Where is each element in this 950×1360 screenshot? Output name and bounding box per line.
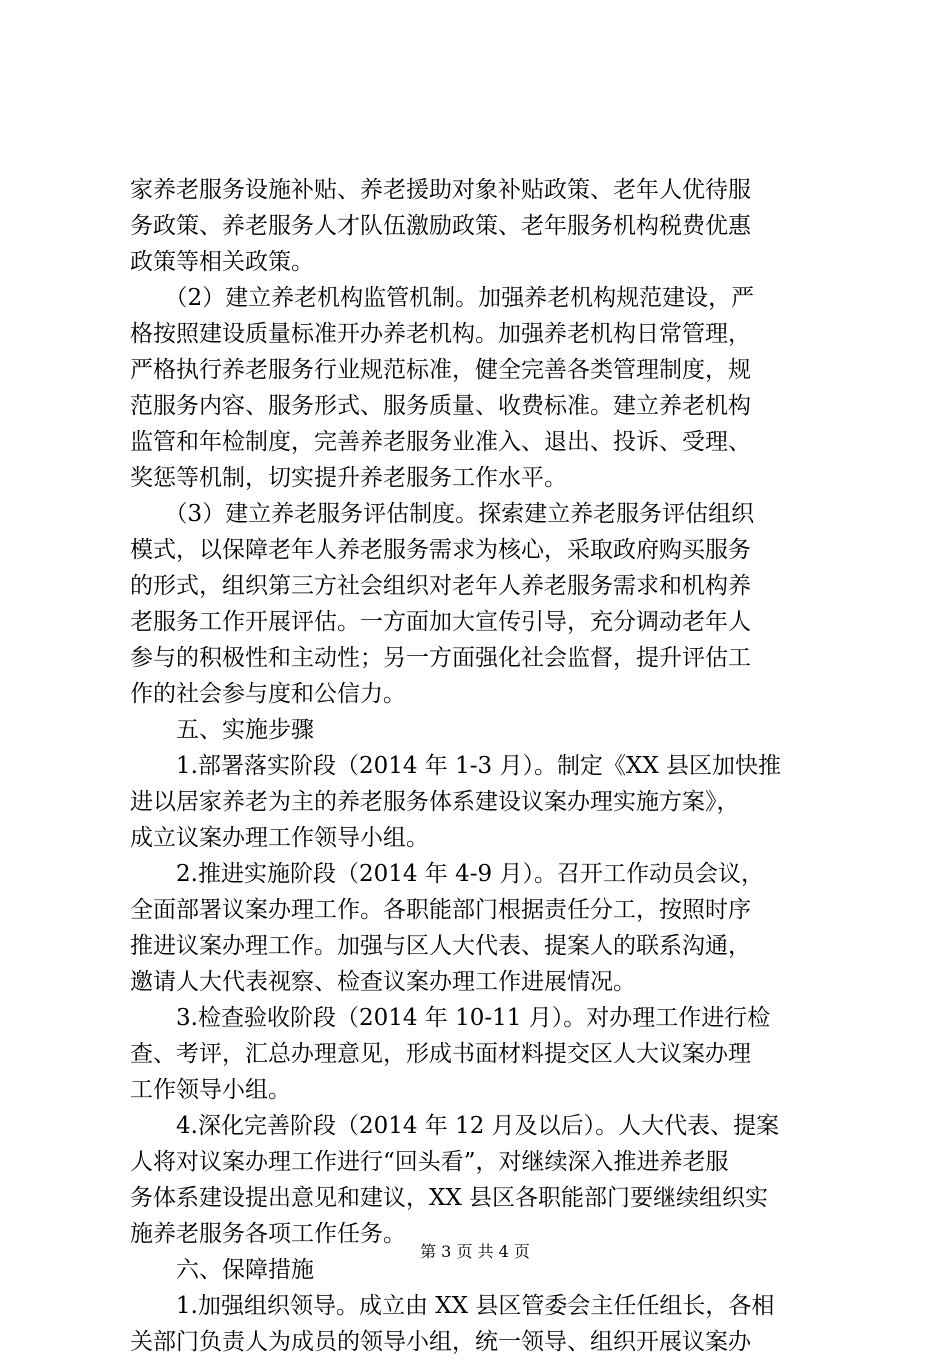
text-line: 模式，以保障老年人养老服务需求为核心，采取政府购买服务 — [130, 537, 751, 563]
text-line: 进以居家养老为主的养老服务体系建设议案办理实施方案》， — [130, 789, 740, 815]
text-line: 3.检查验收阶段（2014 年 10-11 月）。对办理工作进行检 — [130, 1005, 771, 1031]
text-line: 监管和年检制度，完善养老服务业准入、退出、投诉、受理、 — [130, 429, 751, 455]
text-line: 推进议案办理工作。加强与区人大代表、提案人的联系沟通， — [130, 933, 751, 959]
text-line: 老服务工作开展评估。一方面加大宣传引导，充分调动老年人 — [130, 609, 751, 635]
text-line: （2）建立养老机构监管机制。加强养老机构规范建设，严 — [130, 285, 755, 311]
text-line: 邀请人大代表视察、检查议案办理工作进展情况。 — [130, 969, 636, 995]
text-line: 奖惩等机制，切实提升养老服务工作水平。 — [130, 465, 567, 491]
text-line: 1.加强组织领导。成立由 XX 县区管委会主任任组长，各相 — [130, 1293, 775, 1319]
text-line: 参与的积极性和主动性；另一方面强化社会监督，提升评估工 — [130, 645, 751, 671]
text-line: 查、考评，汇总办理意见，形成书面材料提交区人大议案办理 — [130, 1041, 751, 1067]
text-line: 六、保障措施 — [130, 1257, 314, 1283]
text-line: 2.推进实施阶段（2014 年 4-9 月）。召开工作动员会议， — [130, 861, 764, 887]
text-line: 4.深化完善阶段（2014 年 12 月及以后）。人大代表、提案 — [130, 1113, 780, 1139]
text-line: 的形式，组织第三方社会组织对老年人养老服务需求和机构养 — [130, 573, 751, 599]
text-line: 格按照建设质量标准开办养老机构。加强养老机构日常管理， — [130, 321, 751, 347]
text-line: 政策等相关政策。 — [130, 249, 314, 275]
text-line: 成立议案办理工作领导小组。 — [130, 825, 429, 851]
text-line: 五、实施步骤 — [130, 717, 314, 743]
body-text — [130, 172, 830, 1360]
text-line: 施养老服务各项工作任务。 — [130, 1221, 406, 1247]
text-line: 人将对议案办理工作进行“回头看”，对继续深入推进养老服 — [130, 1149, 729, 1175]
text-line: 家养老服务设施补贴、养老援助对象补贴政策、老年人优待服 — [130, 177, 751, 203]
text-line: 务体系建设提出意见和建议，XX 县区各职能部门要继续组织实 — [130, 1185, 769, 1211]
text-line: 范服务内容、服务形式、服务质量、收费标准。建立养老机构 — [130, 393, 751, 419]
text-line: 1.部署落实阶段（2014 年 1-3 月）。制定《XX 县区加快推 — [130, 753, 782, 779]
text-line: 工作领导小组。 — [130, 1077, 291, 1103]
text-line: 务政策、养老服务人才队伍激励政策、老年服务机构税费优惠 — [130, 213, 751, 239]
text-line: 关部门负责人为成员的领导小组，统一领导、组织开展议案办 — [130, 1329, 751, 1355]
text-line: 严格执行养老服务行业规范标准，健全完善各类管理制度，规 — [130, 357, 751, 383]
page-footer: 第 3 页 共 4 页 — [420, 1242, 530, 1261]
text-line: 作的社会参与度和公信力。 — [130, 681, 406, 707]
text-line: 全面部署议案办理工作。各职能部门根据责任分工，按照时序 — [130, 897, 751, 923]
text-line: （3）建立养老服务评估制度。探索建立养老服务评估组织 — [130, 501, 755, 527]
